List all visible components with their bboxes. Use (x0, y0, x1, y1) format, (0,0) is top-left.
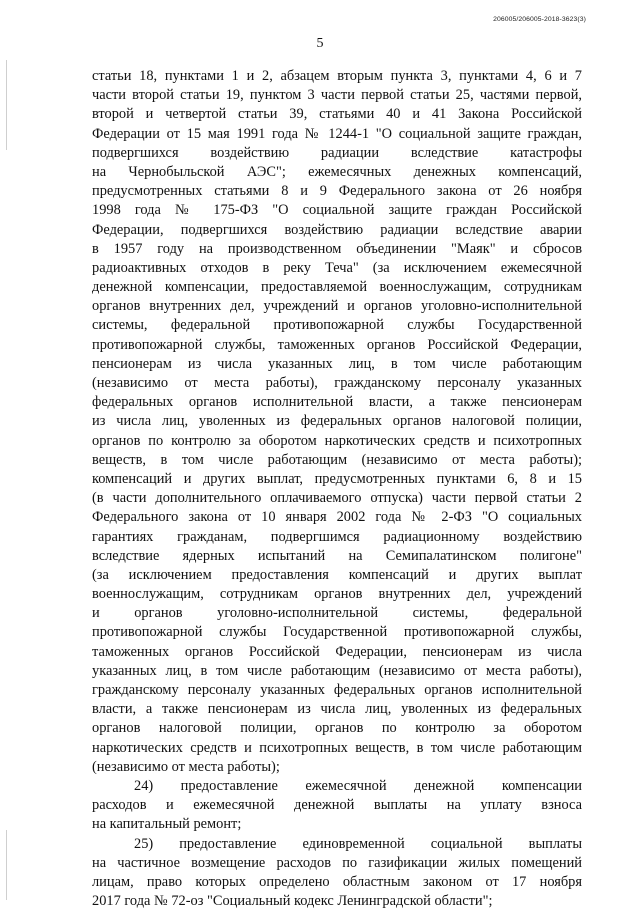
text-line: власти, а также пенсионерам из числа лиц, уволенных из федеральных (92, 701, 582, 718)
text-line: таможенных органов Российской Федерации, пенсионерам из числа (92, 643, 582, 660)
text-line: предусмотренных статьями 8 и 9 Федерального закона от 26 ноября (92, 183, 582, 200)
text-line: Федерального закона от 10 января 2002 года № 2-ФЗ "О социальных (92, 509, 582, 526)
text-line: из числа лиц, уволенных из федеральных органов налоговой полиции, (92, 413, 582, 430)
text-line: системы, федеральной противопожарной службы Государственной (92, 317, 582, 334)
text-line: и органов уголовно-исполнительной системы, федеральной (92, 605, 582, 622)
text-line: 1998 года № 175-ФЗ "О социальной защите граждан Российской (92, 202, 582, 219)
text-line: противопожарной службы, таможенных органов Российской Федерации, (92, 336, 582, 353)
text-line: статьи 18, пунктами 1 и 2, абзацем вторым пункта 3, пунктами 4, 6 и 7 (92, 68, 582, 84)
text-line: части второй статьи 19, пунктом 3 части первой статьи 25, частями первой, (92, 87, 582, 104)
text-line: гарантиях гражданам, подвергшимся радиационному воздействию (92, 528, 582, 545)
page-number: 5 (316, 36, 324, 51)
text-line: наркотических средств и психотропных веществ, в том числе работающим (92, 739, 582, 756)
text-line: (независимо от места работы); (92, 758, 280, 775)
text-line: органов по контролю за оборотом наркотических средств и психотропных (92, 432, 582, 449)
text-line: лицам, право которых определено областным законом от 17 ноября (92, 873, 582, 890)
text-line: военнослужащим, сотрудникам органов внутренних дел, учреждений (92, 586, 582, 603)
text-line: противопожарной службы Государственной противопожарной службы, (92, 624, 582, 641)
text-line: вследствие ядерных испытаний на Семипалатинском полигоне" (92, 547, 582, 564)
text-line: Федерации, подвергшихся воздействию радиации вследствие аварии (92, 221, 582, 238)
text-line: федеральных органов исполнительной власти, а также пенсионерам (92, 394, 582, 411)
document-body (92, 67, 582, 911)
list-item-24: 24) предоставление ежемесячной денежной компенсации (134, 777, 582, 794)
scan-margin-mark (6, 60, 7, 150)
text-line: второй и четвертой статьи 39, статьями 40 и 41 Закона Российской (92, 106, 582, 123)
text-line: органов внутренних дел, учреждений и органов уголовно-исполнительной (92, 298, 582, 315)
text-line: пенсионерам из числа указанных лиц, в том числе работающим (92, 355, 582, 372)
text-line: (независимо от места работы), гражданскому персоналу указанных (92, 375, 582, 391)
scan-margin-mark (6, 830, 7, 900)
text-line: расходов и ежемесячной денежной выплаты на уплату взноса (92, 797, 582, 814)
text-line: (в части дополнительного оплачиваемого отпуска) части первой статьи 2 (92, 490, 582, 507)
text-line: гражданскому персоналу указанных федеральных органов исполнительной (92, 682, 582, 698)
text-line: (за исключением предоставления компенсаций и других выплат (92, 566, 582, 583)
text-line: Федерации от 15 мая 1991 года № 1244-1 "О социальной защите граждан, (92, 125, 582, 142)
text-line: указанных лиц, в том числе работающим (независимо от места работы), (92, 662, 582, 679)
text-line: на частичное возмещение расходов по газификации жилых помещений (92, 854, 582, 871)
list-item-25: 25) предоставление единовременной социальной выплаты (134, 835, 582, 852)
text-line: в 1957 году на производственном объединении "Маяк" и сбросов (92, 240, 582, 257)
text-line: компенсаций и других выплат, предусмотренных пунктами 6, 8 и 15 (92, 470, 582, 487)
text-line: на капитальный ремонт; (92, 816, 242, 833)
document-id: 206005/206005-2018-3623(3) (493, 16, 586, 23)
text-line: органов налоговой полиции, органов по контролю за оборотом (92, 720, 582, 737)
text-line: веществ, в том числе работающим (независимо от места работы); (92, 451, 582, 468)
text-line: радиоактивных отходов в реку Теча" (за исключением ежемесячной (92, 259, 582, 276)
text-line: подвергшихся воздействию радиации вследствие катастрофы (92, 144, 582, 161)
text-line: 2017 года № 72-оз "Социальный кодекс Ленинградской области"; (92, 893, 493, 910)
text-line: на Чернобыльской АЭС"; ежемесячных денежных компенсаций, (92, 163, 582, 180)
text-line: денежной компенсации, предоставляемой военнослужащим, сотрудникам (92, 279, 582, 296)
